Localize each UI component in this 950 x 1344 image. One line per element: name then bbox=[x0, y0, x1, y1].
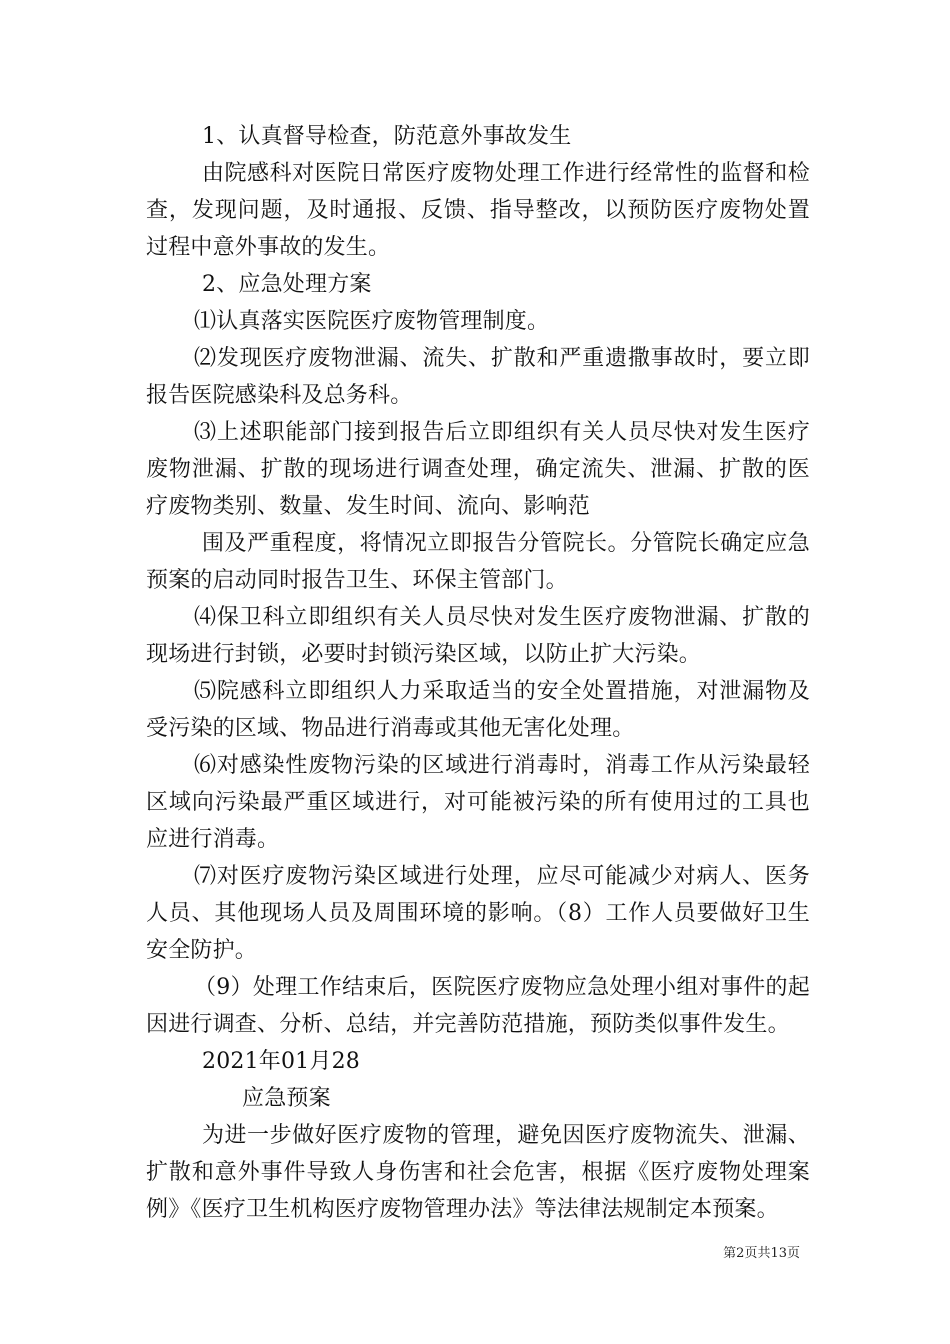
paragraph-heading-2: 2、应急处理方案 bbox=[202, 272, 372, 297]
document-body bbox=[146, 118, 810, 1228]
paragraph-heading-1: 1、认真督导检查，防范意外事故发生 bbox=[202, 124, 572, 149]
paragraph-item-4: ⑷保卫科立即组织有关人员尽快对发生医疗废物泄漏、扩散的现场进行封锁，必要时封锁污染区域，以防止扩大污染。 bbox=[146, 605, 810, 667]
page-number: 第2页共13页 bbox=[723, 1246, 800, 1261]
paragraph-item-1: ⑴认真落实医院医疗废物管理制度。 bbox=[194, 309, 550, 334]
paragraph-item-5: ⑸院感科立即组织人力采取适当的安全处置措施，对泄漏物及受污染的区域、物品进行消毒或其他无害化处理。 bbox=[146, 679, 810, 741]
paragraph-item-7: ⑺对医疗废物污染区域进行处理，应尽可能减少对病人、医务人员、其他现场人员及周围环境的影响。（8）工作人员要做好卫生安全防护。 bbox=[146, 864, 810, 963]
paragraph-item-6: ⑹对感染性废物污染的区域进行消毒时，消毒工作从污染最轻区域向污染最严重区域进行，对可能被污染的所有使用过的工具也应进行消毒。 bbox=[146, 753, 810, 852]
paragraph-para-1: 由院感科对医院日常医疗废物处理工作进行经常性的监督和检查，发现问题，及时通报、反馈、指导整改，以预防医疗废物处置过程中意外事故的发生。 bbox=[146, 161, 810, 260]
paragraph-section-title: 应急预案 bbox=[242, 1086, 331, 1111]
paragraph-item-2: ⑵发现医疗废物泄漏、流失、扩散和严重遗撒事故时，要立即报告医院感染科及总务科。 bbox=[146, 346, 810, 408]
paragraph-item-3-cont: 围及严重程度，将情况立即报告分管院长。分管院长确定应急预案的启动同时报告卫生、环保主管部门。 bbox=[146, 531, 810, 593]
paragraph-date: 2021年01月28 bbox=[202, 1049, 360, 1074]
paragraph-para-intro: 为进一步做好医疗废物的管理，避免因医疗废物流失、泄漏、扩散和意外事件导致人身伤害和社会危害，根据《医疗废物处理案例》《医疗卫生机构医疗废物管理办法》等法律法规制定本预案。 bbox=[146, 1123, 810, 1222]
paragraph-item-9: （9）处理工作结束后，医院医疗废物应急处理小组对事件的起因进行调查、分析、总结，并完善防范措施，预防类似事件发生。 bbox=[146, 975, 810, 1037]
paragraph-item-3: ⑶上述职能部门接到报告后立即组织有关人员尽快对发生医疗废物泄漏、扩散的现场进行调查处理，确定流失、泄漏、扩散的医疗废物类别、数量、发生时间、流向、影响范 bbox=[146, 420, 810, 519]
